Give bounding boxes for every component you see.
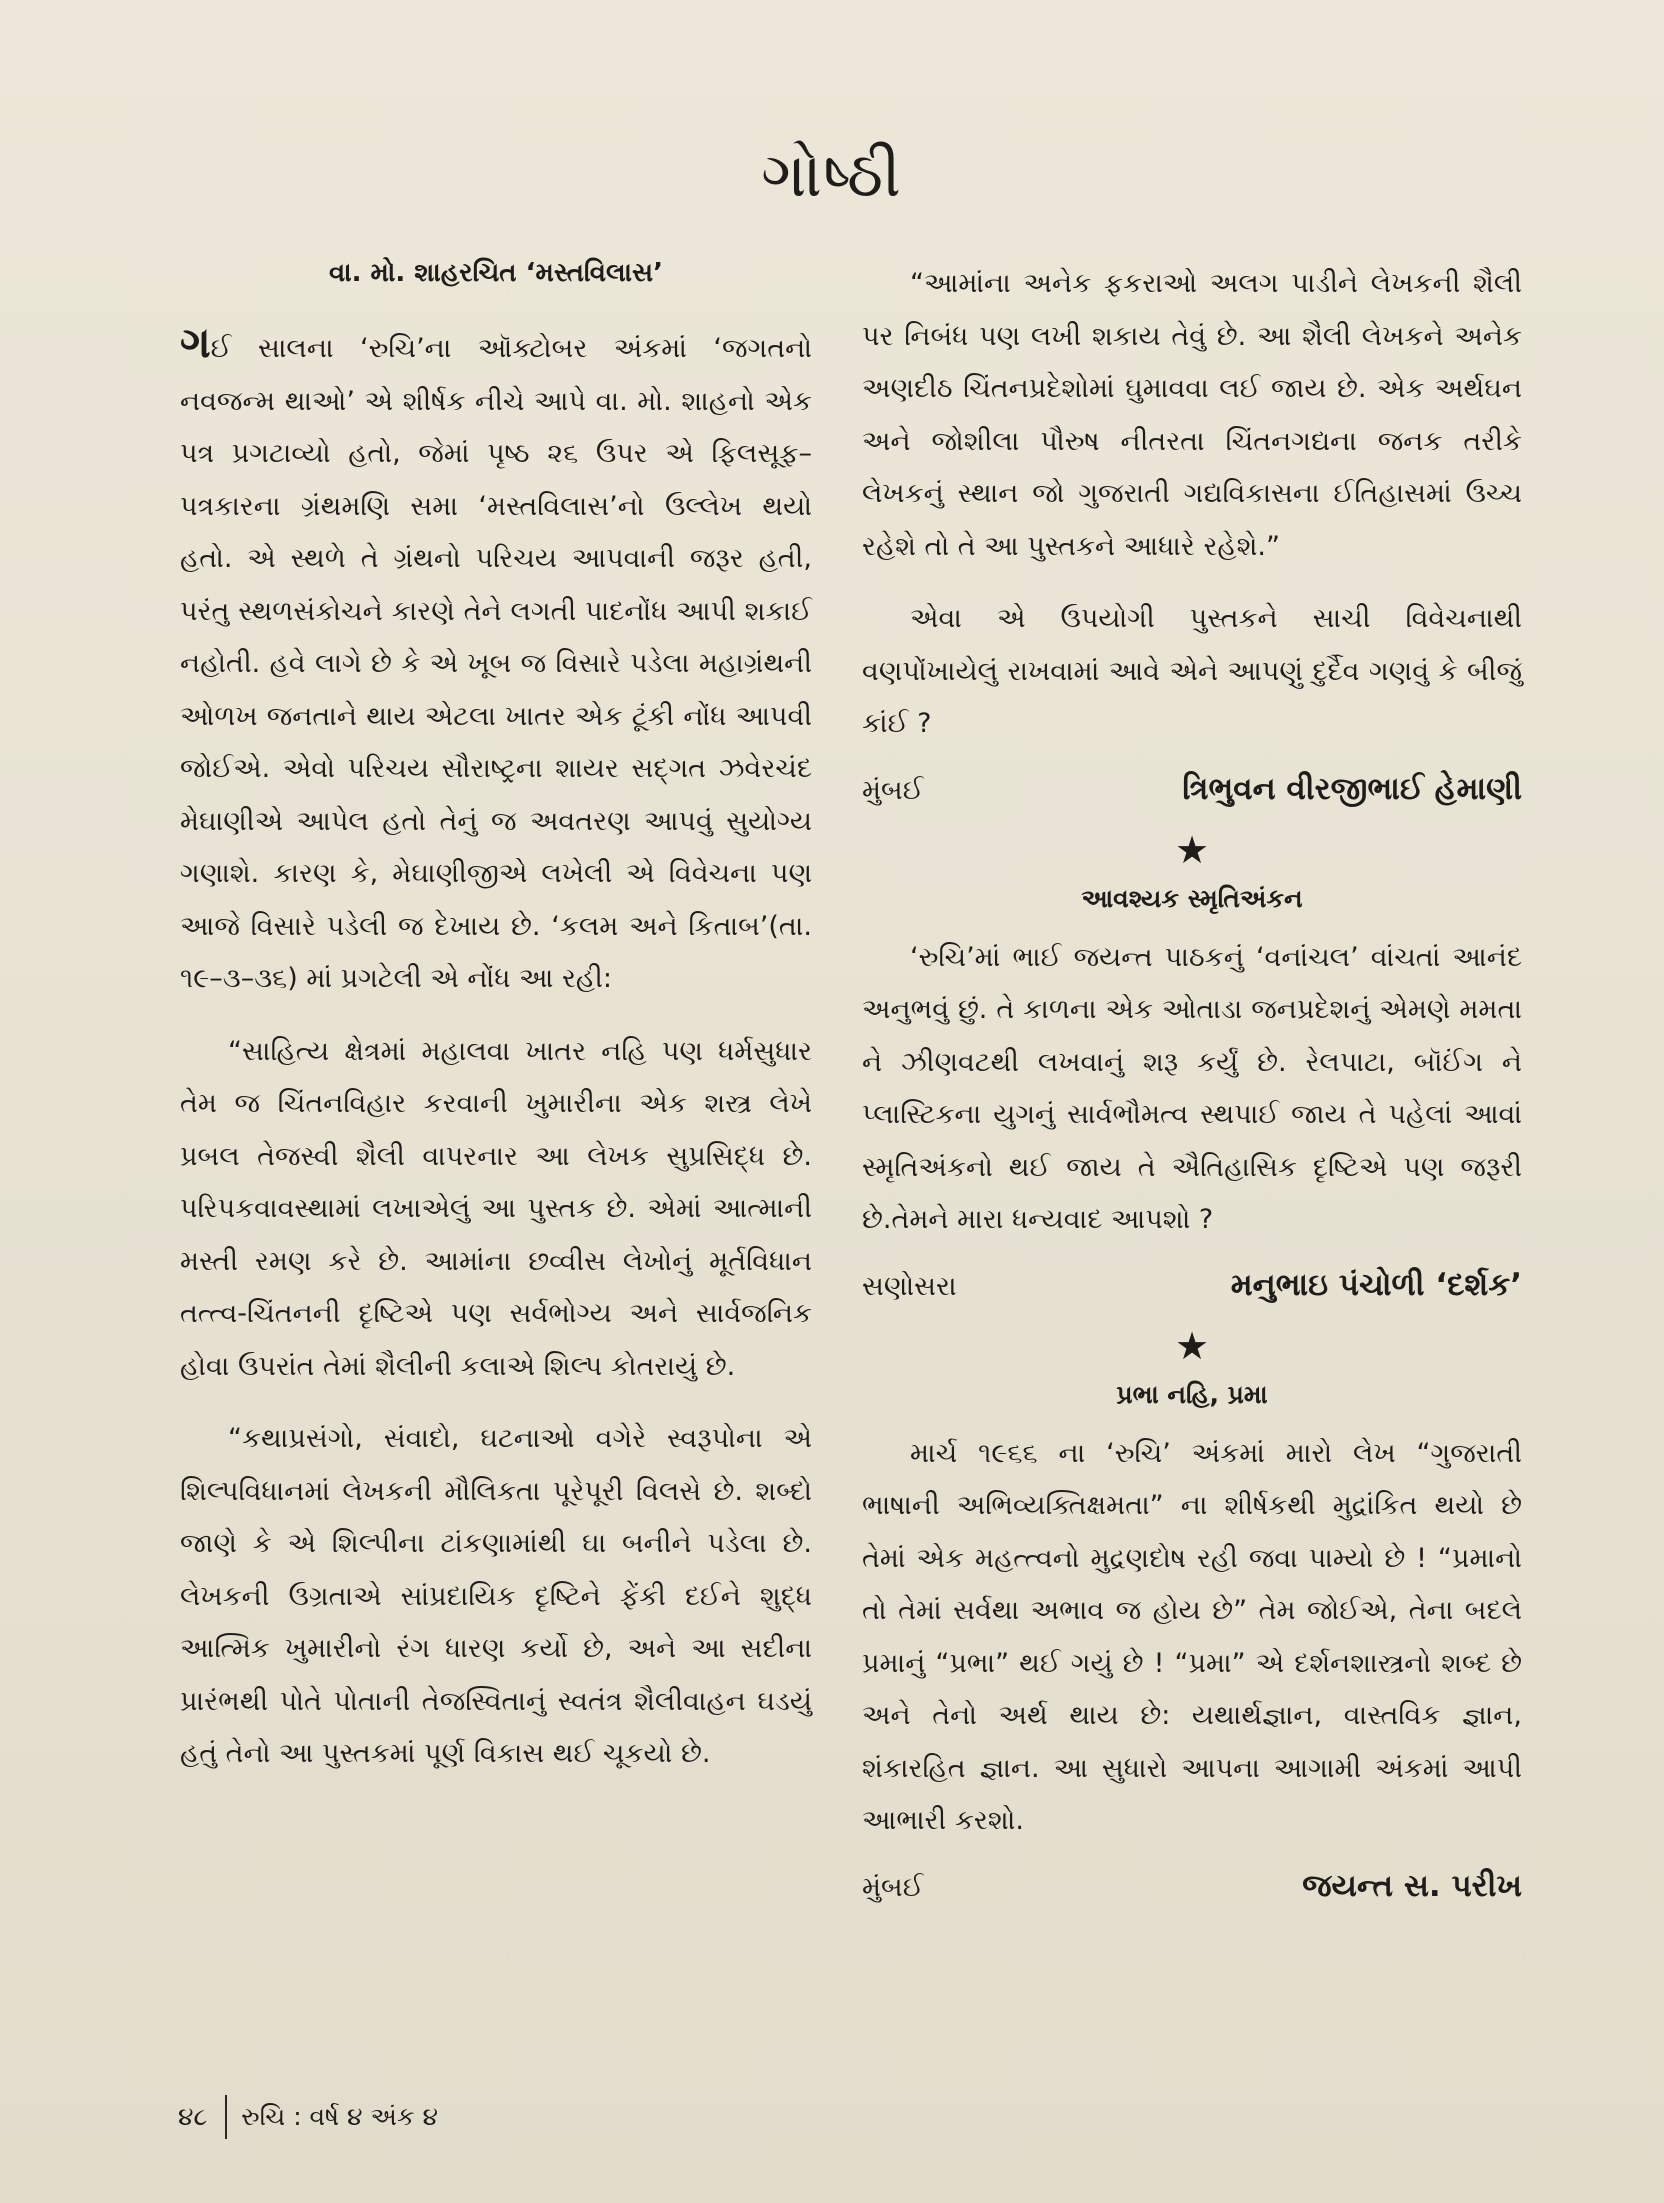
article-heading: વા. મો. શાહરચિત ‘મસ્તવિલાસ’ [329, 258, 663, 288]
page-title: ગોષ્ઠી [761, 138, 903, 211]
letter-3-paragraph: માર્ચ ૧૯૬૬ ના ‘રુચિ’ અંકમાં મારો લેખ “ગુજરાતી ભાષાની અભિવ્યક્તિક્ષમતા” ના શીર્ષકથી મુદ્રાંકિત થયો છે તેમાં એક મહત્ત્વનો મુદ્રણદોષ રહી જવા પામ્યો છે ! “પ્રમાનો તો તેમાં સર્વથા અભાવ જ હોય છે” તેમ જોઈએ, તેના બદલે પ્રમાનું “પ્રભા” થઈ ગયું છે ! “પ્રમા” એ દર્શનશાસ્ત્રનો શબ્દ છે અને તેનો અર્થ થાય છે: યથાર્થજ્ઞાન, વાસ્તવિક જ્ઞાન, શંકારહિત જ્ઞાન. આ સુધારો આપના આગામી અંકમાં આપી આભારી કરશો. [862, 1437, 1522, 1836]
article-paragraph-1-text: ઈ સાલના ‘રુચિ’ના ઑક્ટોબર અંકમાં ‘જગતનો નવજન્મ થાઓ’ એ શીર્ષક નીચે આપે વા. મો. શાહનો એક પત્ર પ્રગટાવ્યો હતો, જેમાં પૃષ્ઠ ૨૬ ઉપર એ ફિલસૂફ–પત્રકારના ગ્રંથમણિ સમા ‘મસ્તવિલાસ’નો ઉલ્લેખ થયો હતો. એ સ્થળે તે ગ્રંથનો પરિચય આપવાની જરૂર હતી, પરંતુ સ્થળસંકોચને કારણે તેને લગતી પાદનોંધ આપી શકાઈ નહોતી. હવે લાગે છે કે એ ખૂબ જ વિસારે પડેલા મહાગ્રંથની ઓળખ જનતાને થાય એટલા ખાતર એક ટૂંકી નોંધ આપવી જોઈએ. એવો પરિચય સૌરાષ્ટ્રના શાયર સદ્‌ગત ઝવેરચંદ મેઘાણીએ આપેલ હતો તેનું જ અવતરણ આપવું સુયોગ્ય ગણાશે. કારણ કે, મેઘાણીજીએ લખેલી એ વિવેચના પણ આજે વિસારે પડેલી જ દેખાય છે. ‘કલમ અને કિતાબ’(તા. ૧૯–૩–૩૬) માં પ્રગટેલી એ નોંધ આ રહી: [180, 333, 812, 994]
signature-place: મુંબઈ [862, 1871, 924, 1903]
quote-paragraph-1: “સાહિત્ય ક્ષેત્રમાં મહાલવા ખાતર નહિ પણ ધર્મસુધાર તેમ જ ચિંતનવિહાર કરવાની ખુમારીના એક શસ્ત્ર લેખે પ્રબલ તેજસ્વી શૈલી વાપરનાર આ લેખક સુપ્રસિદ્ધ છે. પરિપકવાવસ્થામાં લખાએલું આ પુસ્તક છે. એમાં આત્માની મસ્તી રમણ કરે છે. આમાંના છવ્વીસ લેખોનું મૂર્તવિધાન તત્ત્વ-ચિંતનની દૃષ્ટિએ પણ સર્વભોગ્ય અને સાર્વજનિક હોવા ઉપરાંત તેમાં શૈલીની કલાએ શિલ્પ કોતરાયું છે. [180, 1035, 812, 1382]
section-heading-3: પ્રભા નહિ, પ્રમા [1116, 1379, 1268, 1409]
star-icon: ★ [1174, 827, 1210, 872]
right-column [862, 258, 1522, 1927]
signature-name: મનુભાઇ પંચોળી ‘દર્શક’ [1230, 1266, 1522, 1303]
signature-name: ત્રિભુવન વીરજીભાઈ હેમાણી [1182, 770, 1522, 807]
letter-2-paragraph: ‘રુચિ’માં ભાઈ જયન્ત પાઠકનું ‘વનાંચલ’ વાંચતાં આનંદ અનુભવું છું. તે કાળના એક ઓતાડા જનપ્રદેશનું એમણે મમતા ને ઝીણવટથી લખવાનું શરૂ કર્યું છે. રેલપાટા, બૉઈંગ ને પ્લાસ્ટિકના યુગનું સાર્વભૌમત્વ સ્થપાઈ જાય તે પહેલાં આવાં સ્મૃતિઅંકનો થઈ જાય તે ઐતિહાસિક દૃષ્ટિએ પણ જરૂરી છે.તેમને મારા ધન્યવાદ આપશો ? [862, 941, 1522, 1235]
signature-place: સણોસરા [862, 1270, 957, 1302]
issue-label: રુચિ : વર્ષ ૪ અંક ૪ [241, 2102, 438, 2131]
signature-2 [862, 1267, 1522, 1304]
signature-name: જયન્ત સ. પરીખ [1302, 1867, 1522, 1904]
article-paragraph-1 [180, 317, 812, 1006]
signature-1 [862, 771, 1522, 808]
footer-divider [225, 2095, 227, 2139]
star-icon: ★ [1174, 1323, 1210, 1368]
signature-place: મુંબઈ [862, 774, 924, 806]
drop-cap: ગ [180, 318, 211, 367]
section-heading-2: આવશ્યક સ્મૃતિઅંકન [1081, 883, 1303, 913]
page-footer [178, 2095, 438, 2139]
page-number: ૪૮ [178, 2102, 208, 2131]
quote-paragraph-2: “કથાપ્રસંગો, સંવાદો, ઘટનાઓ વગેરે સ્વરૂપોના એ શિલ્પવિધાનમાં લેખકની મૌલિકતા પૂરેપૂરી વિલસે છે. શબ્દો જાણે કે એ શિલ્પીના ટાંકણામાંથી ઘા બનીને પડેલા છે. લેખકની ઉગ્રતાએ સાંપ્રદાયિક દૃષ્ટિને ફેંકી દઈને શુદ્ધ આત્મિક ખુમારીનો રંગ ધારણ કર્યો છે, અને આ સદીના પ્રારંભથી પોતે પોતાની તેજસ્વિતાનું સ્વતંત્ર શૈલીવાહન ઘડયું હતું તેનો આ પુસ્તકમાં પૂર્ણ વિકાસ થઈ ચૂકયો છે. [180, 1423, 812, 1769]
letter-conclusion: એવા એ ઉપયોગી પુસ્તકને સાચી વિવેચનાથી વણપોંખાયેલું રાખવામાં આવે એને આપણું દુર્દૈવ ગણવું કે બીજું કાંઈ ? [862, 603, 1522, 739]
quote-paragraph-3: “આમાંના અનેક ફકરાઓ અલગ પાડીને લેખકની શૈલી પર નિબંધ પણ લખી શકાય તેવું છે. આ શૈલી લેખકને અનેક અણદીઠ ચિંતનપ્રદેશોમાં ઘુમાવવા લઈ જાય છે. એક અર્થઘન અને જોશીલા પૌરુષ નીતરતા ચિંતનગદ્યના જનક તરીકે લેખકનું સ્થાન જો ગુજરાતી ગદ્યવિકાસના ઈતિહાસમાં ઉચ્ચ રહેશે તો તે આ પુસ્તકને આધારે રહેશે.” [862, 268, 1522, 562]
left-column [180, 258, 812, 1801]
signature-3 [862, 1868, 1522, 1905]
